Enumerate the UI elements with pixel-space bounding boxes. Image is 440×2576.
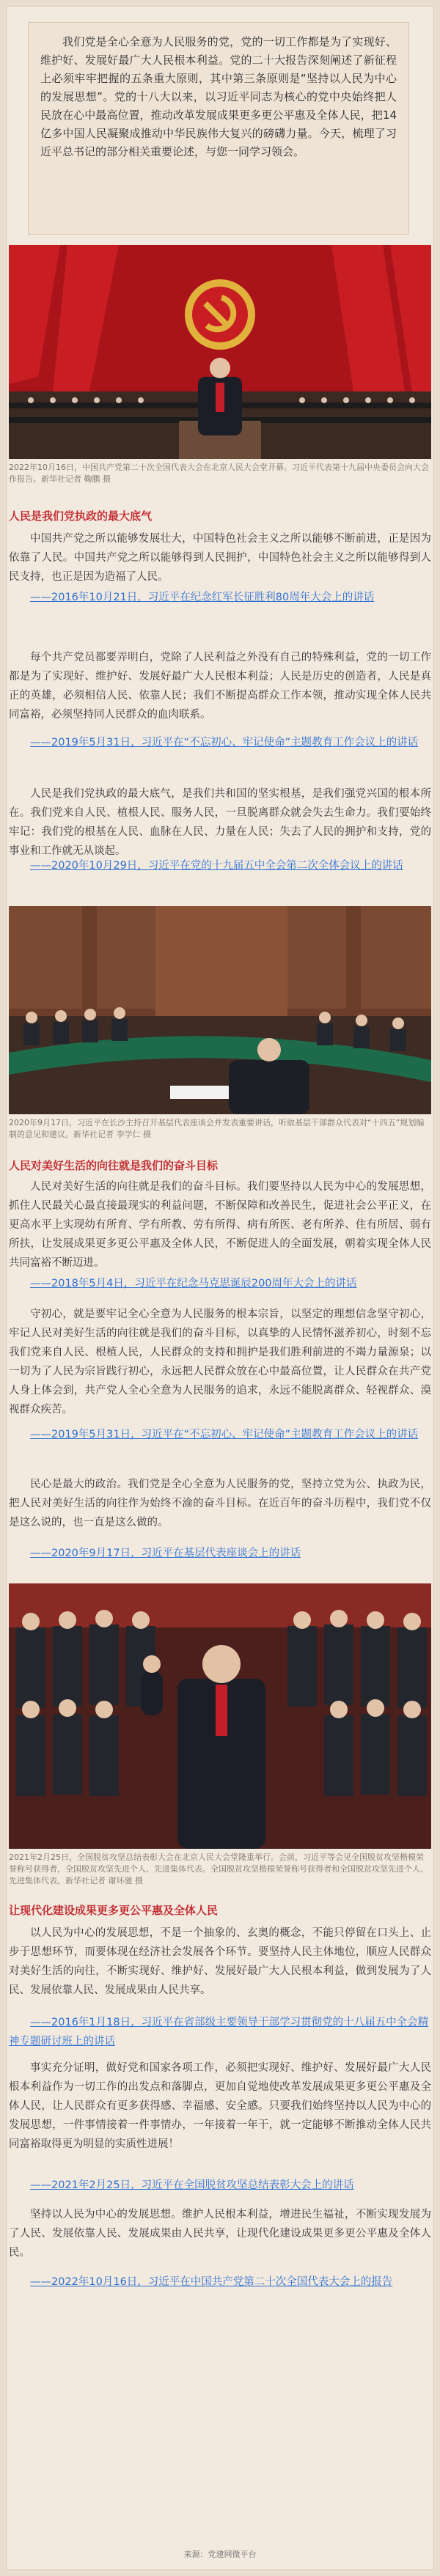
quote-source-link-text[interactable]: ——2020年9月17日，习近平在基层代表座谈会上的讲话 [30, 1548, 301, 1559]
section-heading: 人民对美好生活的向往就是我们的奋斗目标 [9, 1159, 219, 1172]
quote-paragraph: 每个共产党员都要弄明白，党除了人民利益之外没有自己的特殊利益，党的一切工作都是为了实现好、维护好、发展好最广大人民根本利益；人民是历史的创造者，人民是真正的英雄，必须相信人民、依靠人民；我们不断提高群众工作本领，推动实现全体人民共同富裕，必须坚持同人民群众的血肉联系。 [9, 652, 431, 721]
quote-source-link-text[interactable]: ——2020年10月29日，习近平在党的十九届五中全会第二次全体会议上的讲话 [30, 860, 403, 872]
quote-source-link[interactable] [9, 588, 431, 607]
photo-poverty-alleviation [9, 1583, 431, 1849]
quote-paragraph: 人民是我们党执政的最大底气，是我们共和国的坚实根基，是我们强党兴国的根本所在。我们党来自人民、植根人民、服务人民，一旦脱离群众就会失去生命力。我们要始终牢记：我们党的根基在人民、血脉在人民、力量在人民；失去了人民的拥护和支持，党的事业和工作就无从谈起。 [9, 788, 431, 857]
photo-symposium [9, 906, 431, 1114]
quote-source-link[interactable] [9, 1425, 431, 1444]
quote-source-link[interactable] [9, 733, 431, 752]
photo-congress-speech [9, 245, 431, 459]
quote-source-link-text[interactable]: ——2016年10月21日，习近平在纪念红军长征胜利80周年大会上的讲话 [30, 592, 375, 603]
quote-paragraph: 以人民为中心的发展思想，不是一个抽象的、玄奥的概念，不能只停留在口头上、止步于思想环节，而要体现在经济社会发展各个环节。要坚持人民主体地位，顺应人民群众对美好生活的向往，不断实现好、维护好、发展好最广大人民根本利益，做到发展为了人民、发展依靠人民、发展成果由人民共享。 [9, 1927, 431, 1996]
quote-source-link[interactable] [9, 1544, 431, 1563]
quote-paragraph: 中国共产党之所以能够发展壮大，中国特色社会主义之所以能够不断前进，正是因为依靠了人民。中国共产党之所以能够得到人民拥护，中国特色社会主义之所以能够得到人民支持，也正是因为造福了人民。 [9, 533, 431, 583]
quote-paragraph: 守初心，就是要牢记全心全意为人民服务的根本宗旨，以坚定的理想信念坚守初心，牢记人民对美好生活的向往就是我们的奋斗目标，以真挚的人民情怀滋养初心，时刻不忘我们党来自人民、根植人民，人民群众的支持和拥护是我们胜利前进的不竭力量源泉；以一切为了人民为宗旨践行初心，永远把人民群众放在心中最高位置，让人民群众在共产党人身上体会到，共产党人全心全意为人民服务的追求，永远不能脱离群众、轻视群众、漠视群众疾苦。 [9, 1309, 431, 1416]
section-heading: 让现代化建设成果更多更公平惠及全体人民 [9, 1904, 219, 1917]
quote-source-link[interactable] [9, 2273, 431, 2292]
intro-box [28, 22, 409, 235]
quote-source-link[interactable] [9, 1274, 431, 1293]
quote-paragraph: 民心是最大的政治。我们党是全心全意为人民服务的党，坚持立党为公、执政为民，把人民对美好生活的向往作为始终不渝的奋斗目标。在近百年的奋斗历程中，我们党不仅是这么说的，也一直是这么做的。 [9, 1479, 431, 1528]
quote-source-link[interactable] [9, 2176, 431, 2195]
quote-source-link-text[interactable]: ——2021年2月25日，习近平在全国脱贫攻坚总结表彰大会上的讲话 [30, 2179, 354, 2191]
quote-source-link-text[interactable]: ——2016年1月18日，习近平在省部级主要领导干部学习贯彻党的十八届五中全会精神专题研讨班上的讲话 [9, 2017, 429, 2047]
quote-paragraph: 人民对美好生活的向往就是我们的奋斗目标。我们要坚持以人民为中心的发展思想，抓住人民最关心最直接最现实的利益问题，不断保障和改善民生，促进社会公平正义，在更高水平上实现幼有所育、学有所教、劳有所得、病有所医、老有所养、住有所居、弱有所扶，让发展成果更多更公平惠及全体人民，不断促进人的全面发展，朝着实现全体人民共同富裕不断迈进。 [9, 1181, 431, 1269]
quote-paragraph: 坚持以人民为中心的发展思想。维护人民根本利益，增进民生福祉，不断实现发展为了人民、发展依靠人民、发展成果由人民共享，让现代化建设成果更多更公平惠及全体人民。 [9, 2209, 431, 2259]
quote-source-link[interactable] [9, 856, 431, 875]
intro-text: 我们党是全心全意为人民服务的党，党的一切工作都是为了实现好、维护好、发展好最广大人民根本利益。党的二十大报告深刻阐述了新征程上必须牢牢把握的五条重大原则，其中第三条原则是“坚持以人民为中心的发展思想”。党的十八大以来，以习近平同志为核心的党中央始终把人民放在心中最高位置，推动改革发展成果更多更公平惠及全体人民，把14亿多中国人民凝聚成推动中华民族伟大复兴的磅礴力量。今天，梳理了习近平总书记的部分相关重要论述，与您一同学习领会。 [40, 35, 397, 158]
quote-source-link-text[interactable]: ——2019年5月31日，习近平在“不忘初心、牢记使命”主题教育工作会议上的讲话 [30, 1429, 419, 1440]
quote-paragraph: 事实充分证明，做好党和国家各项工作，必须把实现好、维护好、发展好最广大人民根本利益作为一切工作的出发点和落脚点，更加自觉地使改革发展成果更多更公平惠及全体人民，让人民群众有更多获得感、幸福感、安全感。只要我们始终坚持以人民为中心的发展思想，一件事情接着一件事情办，一年接着一年干，就一定能够不断推动全体人民共同富裕取得更为明显的实质性进展！ [9, 2062, 431, 2150]
photo-caption: 2022年10月16日，中国共产党第二十次全国代表大会在北京人民大会堂开幕。习近平代表第十九届中央委员会向大会作报告。新华社记者 鞠鹏 摄 [9, 463, 429, 484]
source-footer: 来源：党建网微平台 [183, 2550, 257, 2559]
quote-source-link-text[interactable]: ——2018年5月4日，习近平在纪念马克思诞辰200周年大会上的讲话 [30, 1278, 357, 1289]
quote-source-link[interactable] [9, 2013, 431, 2051]
photo-caption: 2020年9月17日，习近平在长沙主持召开基层代表座谈会并发表重要讲话，听取基层干部群众代表对“十四五”规划编制的意见和建议。新华社记者 李学仁 摄 [9, 1118, 425, 1139]
section-heading: 人民是我们党执政的最大底气 [9, 509, 153, 523]
quote-source-link-text[interactable]: ——2019年5月31日，习近平在“不忘初心、牢记使命”主题教育工作会议上的讲话 [30, 737, 419, 748]
quote-source-link-text[interactable]: ——2022年10月16日，习近平在中国共产党第二十次全国代表大会上的报告 [30, 2276, 393, 2288]
photo-caption: 2021年2月25日，全国脱贫攻坚总结表彰大会在北京人民大会堂隆重举行。会前，习近平等会见全国脱贫攻坚楷模荣誉称号获得者，全国脱贫攻坚先进个人、先进集体代表。全国脱贫攻坚楷模荣誉称号获得者和全国脱贫攻坚先进个人、先进集体代表。新华社记者 谢环驰 摄 [9, 1852, 428, 1885]
